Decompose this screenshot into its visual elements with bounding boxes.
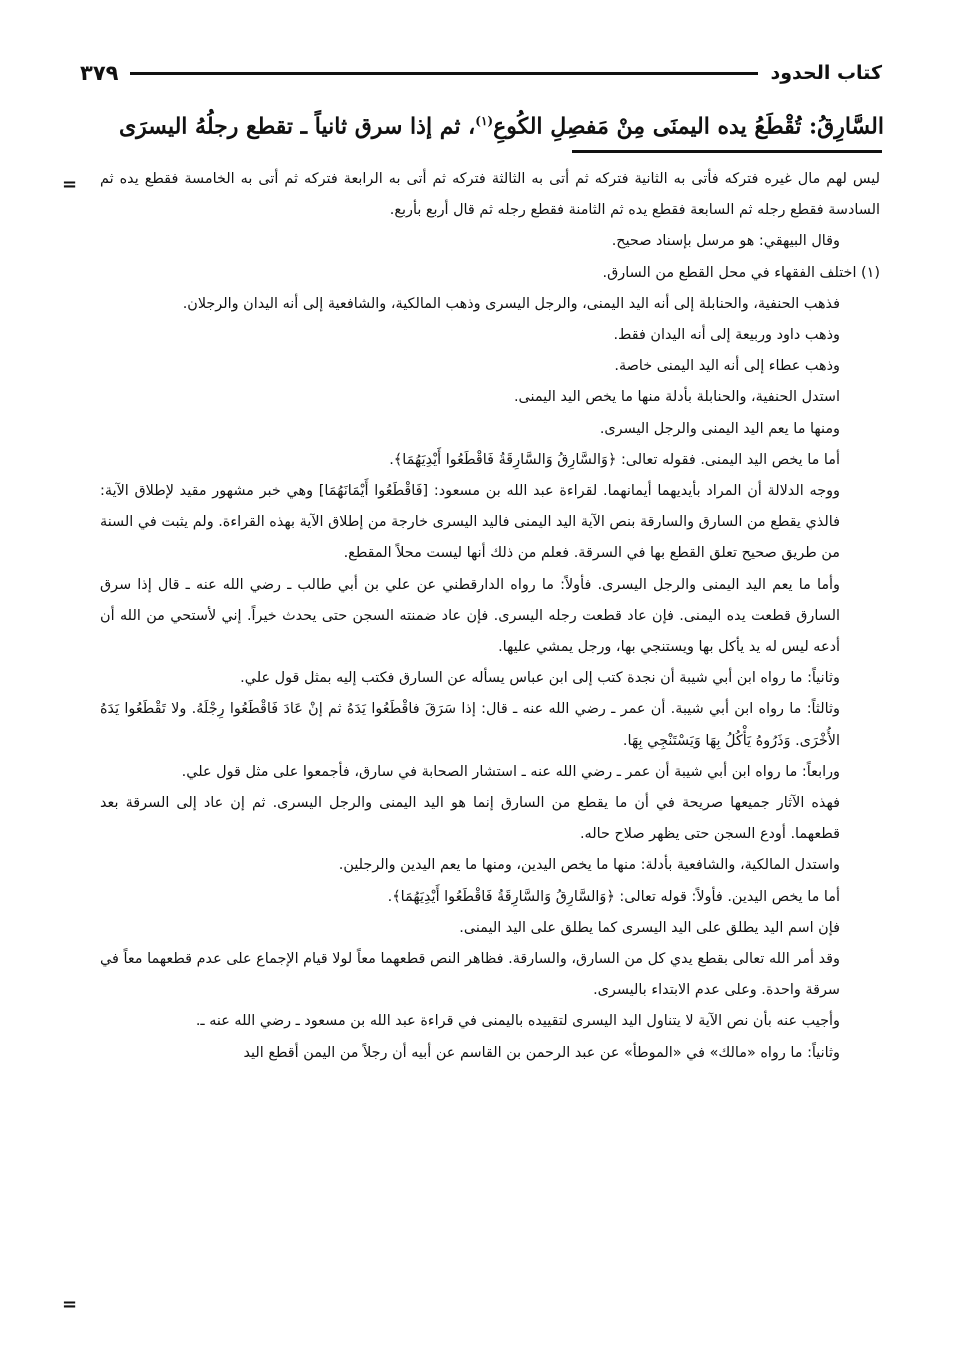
main-text	[85, 96, 884, 151]
footnote-paragraph: أما ما يخص اليد اليمنى. فقوله تعالى: ﴿وَالسَّارِقُ وَالسَّارِقَةُ فَاقْطَعُوا أَيْدِيَهُمَا﴾.	[389, 451, 840, 468]
continuation-mark-bottom: =	[62, 1294, 78, 1315]
footnote-paragraph: وذهب عطاء إلى أنه اليد اليمنى خاصة.	[614, 358, 840, 375]
footnote-paragraph: وثانياً: ما رواه ابن أبي شيبة أن نجدة كتب إلى ابن عباس يسأله عن السارق فكتب إليه بمثل قول علي.	[240, 670, 840, 687]
footnote-separator	[572, 150, 882, 153]
header-rule	[130, 72, 758, 75]
footnote-paragraph: وقد أمر الله تعالى بقطع يدي كل من السارق، والسارقة. فظاهر النص قطعهما معاً لولا قيام الإجماع على عدم قطعهما معاً في سرقة واحدة. وعلى عدم الابتداء باليسرى.	[100, 951, 840, 999]
footnote-paragraph: (١) اختلف الفقهاء في محل القطع من السارق.	[602, 264, 880, 281]
footnote-paragraph: ومنها ما يعم اليد اليمنى والرجل اليسرى.	[599, 420, 840, 437]
footnote-paragraph: وثالثاً: ما رواه ابن أبي شيبة. أن عمر ـ رضي الله عنه ـ قال: إذا سَرَقَ فاقْطَعُوا يَدَهُ ثم إنْ عَادَ فَاقْطَعُوا رِجْلَهُ. ولا تَقْطَعُوا يَدَهُ الأُخْرَى. وَذَرُوهُ يَأْكُلُ بِهَا وَيَسْتَنْجِي بِهَا.	[100, 701, 840, 749]
footnote-paragraph: أما ما يخص اليدين. فأولاً: قوله تعالى: ﴿وَالسَّارِقُ وَالسَّارِقَةُ فَاقْطَعُوا أَيْدِيَهُمَا﴾.	[387, 888, 840, 905]
footnote-paragraph: وأما ما يعم اليد اليمنى والرجل اليسرى. فأولاً: ما رواه الدارقطني عن علي بن أبي طالب ـ رضي الله عنه ـ قال إذا سرق السارق قطعت يده اليمنى. فإن عاد قطعت رجله اليسرى. فإن عاد ضمنته السجن حتى يحدث خيراً. إني لأستحي من الله أن أدعه ليس له يد يأكل بها ويستنجي بها، ورجل يمشي عليها.	[100, 576, 840, 656]
footnote-paragraph: وقال البيهقي: هو مرسل بإسناد صحيح.	[611, 233, 840, 250]
footnote-paragraph: فإن اسم اليد يطلق على اليد اليسرى كما يطلق على اليد اليمنى.	[459, 919, 840, 936]
footnote-paragraph: ليس لهم مال غيره فتركه فأتى به الثانية فتركه ثم أتى به الثالثة فتركه ثم أتى به الرابعة فتركه ثم أتى به الخامسة فقطع يده ثم السادسة فقطع رجله ثم السابعة فقطع يده ثم الثامنة فقطع رجله ثم قال أربع بأربع.	[100, 171, 880, 219]
footnote-paragraph: استدل الحنفية، والحنابلة بأدلة منها ما يخص اليد اليمنى.	[513, 389, 840, 406]
footnote-paragraph: فهذه الآثار جميعها صريحة في أن ما يقطع من السارق إنما هو اليد اليمنى والرجل اليسرى. ثم إن عاد إلى السرقة بعد قطعهما. أودع السجن حتى يظهر صلاح حاله.	[100, 795, 840, 843]
footnote-paragraph: ورابعاً: ما رواه ابن أبي شيبة أن عمر ـ رضي الله عنه ـ استشار الصحابة في سارق، فأجمعوا على مثل قول علي.	[181, 763, 840, 780]
page-header	[80, 55, 882, 91]
footnote-paragraph: ووجه الدلالة أن المراد بأيديهما أيمانهما. لقراءة عبد الله بن مسعود: [فَاقْطَعُوا أَيْمَانَهُمَا] وهي خبر مشهور مقيد لإطلاق الآية: فالذي يقطع من السارق والسارقة بنص الآية اليد اليمنى فاليد اليسرى خارجة من إطلاق الآية بهذه القراءة. ولم يثبت في السنة من طريق صحيح تعلق القطع بها في السرقة. فعلم من ذلك أنها ليست محلاً المقطع.	[100, 483, 840, 562]
footnotes	[100, 164, 880, 1069]
footnote-paragraph: فذهب الحنفية، والحنابلة إلى أنه اليد اليمنى، والرجل اليسرى وذهب المالكية، والشافعية إلى أنه اليدان والرجلان.	[182, 295, 840, 312]
footnote-paragraph: واستدل المالكية، والشافعية بأدلة: منها ما يخص اليدين، ومنها ما يعم اليدين والرجلين.	[338, 857, 840, 874]
footnote-paragraph: وذهب داود وربيعة إلى أنه اليدان فقط.	[613, 327, 840, 344]
book-title: كتاب الحدود	[770, 62, 882, 84]
footnote-paragraph: وثانياً: ما رواه «مالك» في «الموطأ» عن عبد الرحمن بن القاسم عن أبيه أن رجلاً من اليمن أقطع اليد	[243, 1044, 840, 1061]
main-text-term: السَّارِقُ	[817, 113, 884, 140]
footnote-ref-1: (١)	[475, 114, 494, 128]
continuation-mark-top: =	[62, 174, 78, 195]
page-number: ٣٧٩	[80, 61, 119, 85]
main-text-part-2: ، ثم إذا سرق ثانياً ـ تقطع رجلُهُ اليسرَى	[118, 113, 476, 140]
footnote-paragraph: وأجيب عنه بأن نص الآية لا يتناول اليد اليسرى لتقييده باليمنى في قراءة عبد الله بن مسعود ـ رضي الله عنه ـ.	[195, 1013, 840, 1030]
main-text-part-1: : تُقْطَعُ يده اليمنَى مِنْ مَفصِلِ الكُوعِ	[493, 113, 818, 140]
